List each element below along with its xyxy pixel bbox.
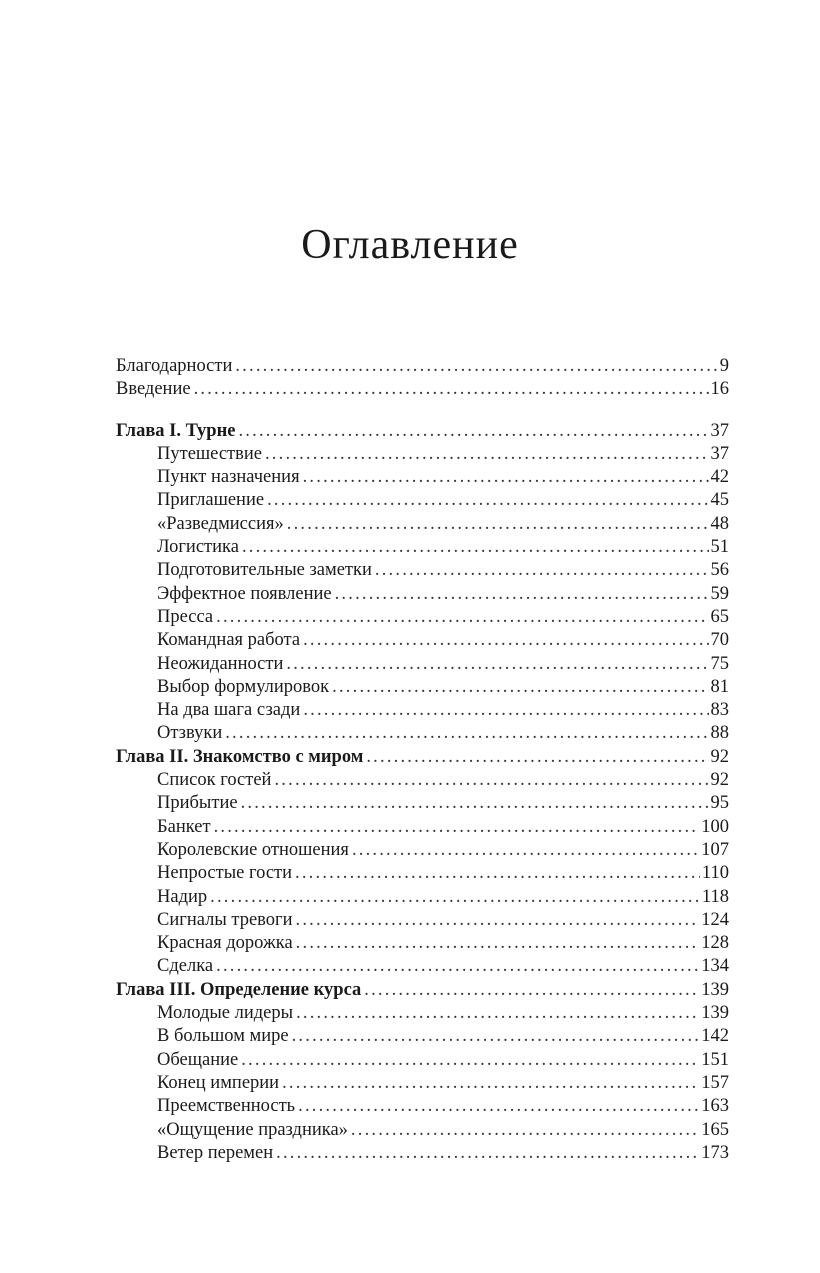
toc-entry-title: Сигналы тревоги [157,909,293,930]
toc-entry-title: Банкет [157,816,211,837]
toc-page-number: 151 [701,1049,729,1070]
toc-page-number: 134 [701,956,729,977]
dot-leader [375,559,709,582]
toc-entry[interactable] [116,769,729,792]
toc-page-number: 157 [701,1072,729,1093]
dot-leader [286,653,708,676]
toc-page-number: 51 [710,537,729,558]
toc-entry[interactable] [116,862,729,885]
toc-entry[interactable] [116,1142,729,1165]
dot-leader [335,583,709,606]
toc-page-number: 100 [701,816,729,837]
toc-entry-title: Ветер перемен [157,1142,274,1163]
toc-chapter-entry[interactable] [116,746,729,769]
toc-entry-title: Неожиданности [157,653,284,674]
dot-leader [351,1119,699,1142]
toc-chapter-title: Глава II. Знакомство с миром [116,746,364,767]
toc-entry[interactable] [116,443,729,466]
dot-leader [216,606,708,629]
dot-leader [282,1072,699,1095]
toc-entry-title: Логистика [157,537,239,558]
dot-leader [225,722,708,745]
toc-page-number: 110 [701,863,729,884]
toc-entry-title: На два шага сзади [157,700,301,721]
toc-page-number: 16 [710,379,729,400]
toc-entry[interactable] [116,536,729,559]
dot-leader [364,979,699,1002]
toc-page-number: 173 [701,1142,729,1163]
toc-entry[interactable] [116,513,729,536]
toc-page-number: 139 [701,979,729,1000]
toc-entry-title: Пресса [157,606,214,627]
toc-entry[interactable] [116,583,729,606]
dot-leader [238,420,708,443]
toc-entry-title: Благодарности [116,356,233,376]
toc-page-number: 128 [701,933,729,954]
toc-entry-title: Преемственность [157,1096,296,1117]
toc-page-number: 81 [710,676,729,697]
toc-page-number: 92 [710,746,729,767]
toc-page-number: 65 [710,606,729,627]
dot-leader [235,355,717,378]
toc-entry[interactable] [116,378,729,401]
dot-leader [287,513,709,536]
toc-page-number: 45 [710,490,729,511]
dot-leader [241,1049,699,1072]
dot-leader [295,862,700,885]
toc-entry-title: В большом мире [157,1026,289,1047]
toc-entry[interactable] [116,839,729,862]
dot-leader [296,909,700,932]
toc-page-number: 95 [710,793,729,814]
toc-entry-title: Красная дорожка [157,933,293,954]
toc-entry[interactable] [116,355,729,378]
toc-entry[interactable] [116,1025,729,1048]
toc-entry-title: Введение [116,379,191,400]
toc-page-number: 163 [701,1096,729,1117]
toc-entry[interactable] [116,932,729,955]
toc-page-number: 37 [710,420,729,441]
toc-entry-title: Подготовительные заметки [157,560,372,581]
dot-leader [216,955,699,978]
toc-entry[interactable] [116,676,729,699]
dot-leader [210,886,700,909]
toc-entry[interactable] [116,653,729,676]
toc-entry[interactable] [116,955,729,978]
dot-leader [296,932,700,955]
dot-leader [303,466,709,489]
toc-entry-title: Непростые гости [157,863,293,884]
toc-entry-title: Королевские отношения [157,839,349,860]
dot-leader [194,378,709,401]
toc-page-number: 56 [710,560,729,581]
toc-entry-title: Конец империи [157,1072,280,1093]
toc-entry[interactable] [116,816,729,839]
toc-page-number: 70 [710,630,729,651]
toc-entry[interactable] [116,466,729,489]
toc-chapter-entry[interactable] [116,420,729,443]
toc-chapter-title: Глава I. Турне [116,420,236,441]
toc-entry[interactable] [116,722,729,745]
toc-entry-title: «Ощущение праздника» [157,1119,348,1140]
toc-page-number: 9 [719,356,729,376]
dot-leader [267,489,708,512]
dot-leader [265,443,709,466]
toc-chapter-entry[interactable] [116,979,729,1002]
toc-entry[interactable] [116,909,729,932]
toc-entry[interactable] [116,699,729,722]
toc-page-number: 42 [710,467,729,488]
toc-chapter-title: Глава III. Определение курса [116,979,362,1000]
toc-entry[interactable] [116,792,729,815]
toc-entry-title: Обещание [157,1049,239,1070]
dot-leader [303,629,708,652]
toc-page-number: 118 [701,886,729,907]
toc-entry-title: Эффектное появление [157,583,332,604]
toc-entry[interactable] [116,1119,729,1142]
dot-leader [242,536,709,559]
toc-entry-title: «Разведмиссия» [157,513,284,534]
dot-leader [332,676,708,699]
toc-entry-title: Отзвуки [157,723,223,744]
toc-entry-title: Прибытие [157,793,238,814]
dot-leader [303,699,708,722]
dot-leader [214,816,700,839]
dot-leader [292,1025,700,1048]
toc-page-number: 37 [710,443,729,464]
toc-page-number: 88 [710,723,729,744]
dot-leader [296,1002,699,1025]
toc-page-number: 107 [701,839,729,860]
toc-entry[interactable] [116,1002,729,1025]
toc-entry-title: Надир [157,886,208,907]
toc-page-number: 124 [701,909,729,930]
toc-entry[interactable] [116,629,729,652]
dot-leader [352,839,699,862]
dot-leader [298,1095,699,1118]
dot-leader [366,746,708,769]
toc-entry[interactable] [116,489,729,512]
page-title: Оглавление [301,222,519,268]
toc-entry[interactable] [116,1049,729,1072]
toc-page-number: 165 [701,1119,729,1140]
toc-entry-title: Список гостей [157,770,272,791]
toc-entry[interactable] [116,886,729,909]
toc-page-number: 142 [701,1026,729,1047]
toc-page-number: 139 [701,1003,729,1024]
toc-page-number: 59 [710,583,729,604]
toc-page-number: 48 [710,513,729,534]
toc-page-number: 75 [710,653,729,674]
toc-entry-title: Командная работа [157,630,301,651]
toc-entry[interactable] [116,559,729,582]
dot-leader [276,1142,699,1165]
toc-page-number: 92 [710,770,729,791]
toc-entry[interactable] [116,1095,729,1118]
toc-entry-title: Сделка [157,956,214,977]
toc-entry-title: Пункт назначения [157,467,300,488]
dot-leader [241,792,709,815]
toc-entry-title: Молодые лидеры [157,1003,294,1024]
toc-entry[interactable] [116,606,729,629]
dot-leader [274,769,708,792]
toc-entry-title: Приглашение [157,490,265,511]
toc-entry-title: Путешествие [157,443,262,464]
toc-entry-title: Выбор формулировок [157,676,330,697]
toc-page-number: 83 [710,700,729,721]
table-of-contents [116,355,729,1165]
toc-entry[interactable] [116,1072,729,1095]
